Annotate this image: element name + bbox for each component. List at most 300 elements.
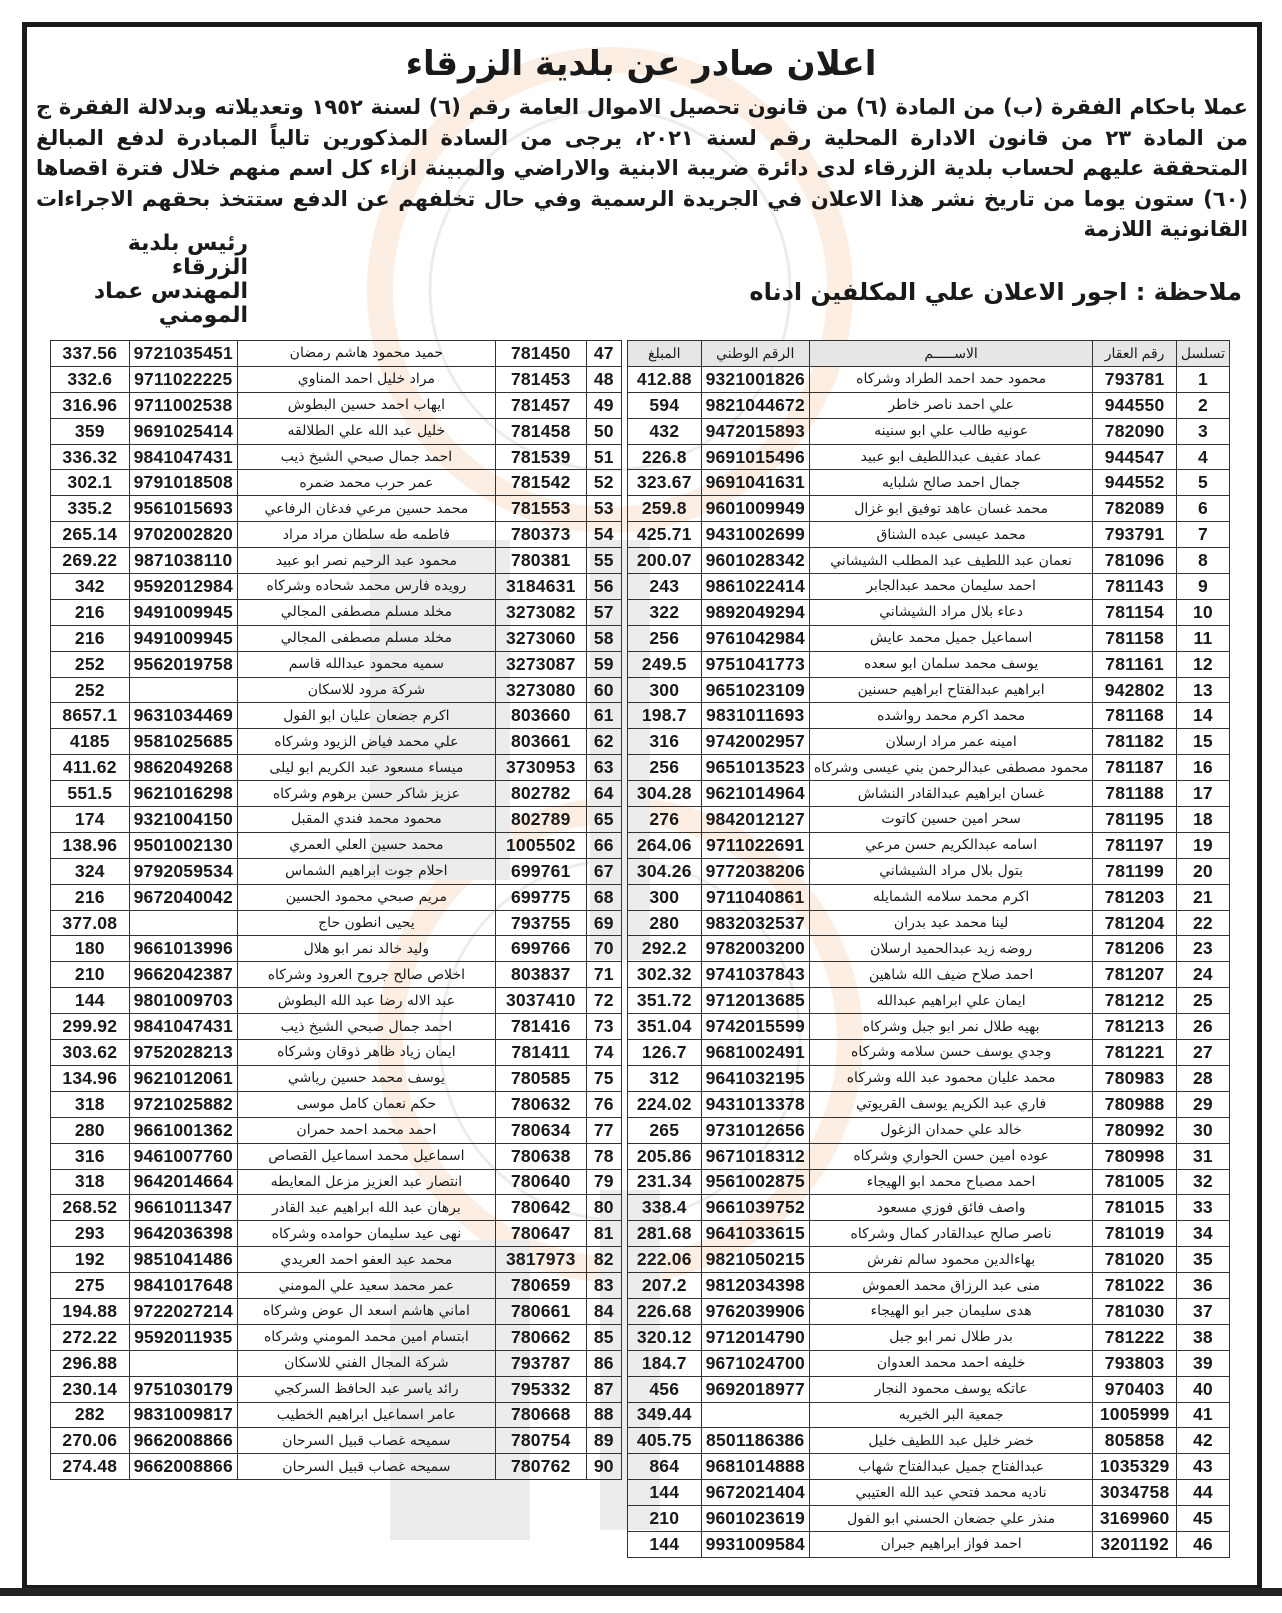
table-row <box>51 1065 622 1091</box>
cell-national-id: 9721025882 <box>129 1091 237 1117</box>
table-row <box>51 574 622 600</box>
cell-amount: 377.08 <box>51 910 130 936</box>
table-row <box>51 1324 622 1350</box>
cell-name: امينه عمر مراد ارسلان <box>809 729 1092 755</box>
cell-name: سحر امين حسين كاتوت <box>809 807 1092 833</box>
cell-national-id: 9592012984 <box>129 574 237 600</box>
table-row <box>51 729 622 755</box>
cell-serial: 63 <box>586 755 621 781</box>
cell-property-no: 3817973 <box>495 1247 586 1273</box>
cell-amount: 280 <box>628 910 702 936</box>
cell-amount: 292.2 <box>628 936 702 962</box>
cell-national-id: 9751041773 <box>701 651 809 677</box>
cell-amount: 200.07 <box>628 548 702 574</box>
cell-national-id: 9321001826 <box>701 366 809 392</box>
cell-serial: 12 <box>1176 651 1229 677</box>
fees-note: ملاحظة : اجور الاعلان علي المكلفين ادناه <box>749 278 1242 306</box>
table-row <box>51 1402 622 1428</box>
announcement-body: عملا باحكام الفقرة (ب) من المادة (٦) من قانون تحصيل الاموال العامة رقم (٦) لسنة ١٩٥٢ وتعديلاته وبدلالة الفقرة ج من المادة ٢٣ من قانون الادارة المحلية رقم لسنة ٢٠٢١، يرجى من السادة المذكورين تالياً المبادرة لدفع المبالغ المتحققة عليهم لحساب بلدية الزرقاء لدى دائرة ضريبة الابنية والاراضي والمبينة ازاء كل اسم منهم خلال فترة اقصاها (٦٠) ستون يوما من تاريخ نشر هذا الاعلان في الجريدة الرسمية وفي حال تخلفهم عن الدفع ستتخذ بحقهم الاجراءات القانونية اللازمة <box>36 95 1249 241</box>
cell-national-id: 8501186386 <box>701 1428 809 1454</box>
cell-property-no: 781542 <box>495 470 586 496</box>
cell-property-no: 3273060 <box>495 625 586 651</box>
cell-national-id: 9621016298 <box>129 781 237 807</box>
cell-name: عوده امين حسن الحواري وشركاه <box>809 1143 1092 1169</box>
cell-national-id: 9651023109 <box>701 677 809 703</box>
table-row <box>51 418 622 444</box>
cell-property-no: 781203 <box>1093 884 1177 910</box>
cell-name: جمعية البر الخيريه <box>809 1402 1092 1428</box>
cell-property-no: 780659 <box>495 1273 586 1299</box>
cell-national-id: 9472015893 <box>701 418 809 444</box>
cell-property-no: 699775 <box>495 884 586 910</box>
cell-property-no: 781199 <box>1093 858 1177 884</box>
cell-property-no: 3273087 <box>495 651 586 677</box>
cell-name: يوسف محمد حسين رياشي <box>237 1065 495 1091</box>
cell-name: واصف فائق فوزي مسعود <box>809 1195 1092 1221</box>
cell-serial: 6 <box>1176 496 1229 522</box>
table-row <box>51 496 622 522</box>
cell-serial: 82 <box>586 1247 621 1273</box>
cell-serial: 43 <box>1176 1454 1229 1480</box>
table-row <box>628 392 1230 418</box>
cell-amount: 411.62 <box>51 755 130 781</box>
cell-name: محمود حمد احمد الطراد وشركاه <box>809 366 1092 392</box>
cell-name: انتصار عبد العزيز مزعل المعايطه <box>237 1169 495 1195</box>
cell-national-id: 9871038110 <box>129 548 237 574</box>
cell-national-id: 9662008866 <box>129 1454 237 1480</box>
cell-amount: 335.2 <box>51 496 130 522</box>
table-row <box>51 522 622 548</box>
cell-name: عاتكه يوسف محمود النجار <box>809 1376 1092 1402</box>
cell-national-id: 9321004150 <box>129 807 237 833</box>
cell-national-id: 9861022414 <box>701 574 809 600</box>
cell-amount: 304.26 <box>628 858 702 884</box>
cell-name: محمد غسان عاهد توفيق ابو غزال <box>809 496 1092 522</box>
cell-national-id: 9691025414 <box>129 418 237 444</box>
table-row <box>628 832 1230 858</box>
cell-name: احمد مصباح محمد ابو الهيجاء <box>809 1169 1092 1195</box>
cell-amount: 256 <box>628 755 702 781</box>
cell-national-id: 9681002491 <box>701 1040 809 1066</box>
cell-property-no: 793791 <box>1093 522 1177 548</box>
cell-amount: 338.4 <box>628 1195 702 1221</box>
cell-national-id: 9832032537 <box>701 910 809 936</box>
table-row <box>628 1402 1230 1428</box>
cell-serial: 26 <box>1176 1014 1229 1040</box>
cell-national-id <box>129 677 237 703</box>
cell-name: نعمان عبد اللطيف عبد المطلب الشيشاني <box>809 548 1092 574</box>
cell-amount: 318 <box>51 1091 130 1117</box>
table-row <box>51 988 622 1014</box>
cell-amount: 192 <box>51 1247 130 1273</box>
cell-national-id: 9592011935 <box>129 1324 237 1350</box>
cell-amount: 230.14 <box>51 1376 130 1402</box>
cell-name: منذر علي جضعان الحسني ابو الفول <box>809 1506 1092 1532</box>
cell-property-no: 781453 <box>495 366 586 392</box>
cell-property-no: 3730953 <box>495 755 586 781</box>
table-row <box>51 1376 622 1402</box>
cell-national-id: 9661001362 <box>129 1117 237 1143</box>
table-row <box>51 884 622 910</box>
cell-property-no: 793803 <box>1093 1350 1177 1376</box>
cell-amount: 300 <box>628 677 702 703</box>
cell-name: محمد اكرم محمد رواشده <box>809 703 1092 729</box>
cell-name: اكرم محمد سلامه الشمايله <box>809 884 1092 910</box>
cell-amount: 180 <box>51 936 130 962</box>
cell-amount: 144 <box>51 988 130 1014</box>
cell-national-id: 9751030179 <box>129 1376 237 1402</box>
cell-amount: 174 <box>51 807 130 833</box>
cell-national-id: 9712013685 <box>701 988 809 1014</box>
table-row <box>628 703 1230 729</box>
cell-amount: 274.48 <box>51 1454 130 1480</box>
table-row <box>51 1117 622 1143</box>
cell-serial: 59 <box>586 651 621 677</box>
cell-property-no: 781030 <box>1093 1298 1177 1324</box>
cell-serial: 14 <box>1176 703 1229 729</box>
cell-amount: 252 <box>51 651 130 677</box>
table-row <box>628 1040 1230 1066</box>
cell-serial: 54 <box>586 522 621 548</box>
cell-amount: 144 <box>628 1531 702 1557</box>
table-row <box>51 1454 622 1480</box>
cell-name: خضر خليل عبد اللطيف خليل <box>809 1428 1092 1454</box>
table-row <box>51 1014 622 1040</box>
cell-amount: 205.86 <box>628 1143 702 1169</box>
cell-national-id: 9712014790 <box>701 1324 809 1350</box>
table-row <box>51 341 622 367</box>
cell-amount: 349.44 <box>628 1402 702 1428</box>
cell-property-no: 781457 <box>495 392 586 418</box>
table-row <box>628 1091 1230 1117</box>
cell-national-id: 9752028213 <box>129 1040 237 1066</box>
cell-name: محمود عبد الرحيم نصر ابو عبيد <box>237 548 495 574</box>
cell-name: خليفه احمد محمد العدوان <box>809 1350 1092 1376</box>
cell-serial: 27 <box>1176 1040 1229 1066</box>
table-row <box>51 444 622 470</box>
cell-national-id: 9841047431 <box>129 444 237 470</box>
cell-property-no: 793755 <box>495 910 586 936</box>
cell-name: ناصر صالح عبدالقادر كمال وشركاه <box>809 1221 1092 1247</box>
cell-national-id: 9731012656 <box>701 1117 809 1143</box>
table-row <box>628 1195 1230 1221</box>
cell-name: فاطمه طه سلطان مراد مراد <box>237 522 495 548</box>
cell-name: مراد خليل احمد المناوي <box>237 366 495 392</box>
cell-serial: 17 <box>1176 781 1229 807</box>
cell-serial: 46 <box>1176 1531 1229 1557</box>
cell-serial: 62 <box>586 729 621 755</box>
cell-name: دعاء بلال مراد الشيشاني <box>809 599 1092 625</box>
cell-serial: 35 <box>1176 1247 1229 1273</box>
table-row <box>628 1506 1230 1532</box>
cell-property-no: 780762 <box>495 1454 586 1480</box>
cell-amount: 316 <box>51 1143 130 1169</box>
cell-property-no: 802782 <box>495 781 586 807</box>
cell-serial: 79 <box>586 1169 621 1195</box>
cell-national-id: 9601009949 <box>701 496 809 522</box>
cell-property-no: 944550 <box>1093 392 1177 418</box>
cell-name: حميد محمود هاشم رمضان <box>237 341 495 367</box>
table-row <box>628 1014 1230 1040</box>
table-row <box>51 625 622 651</box>
cell-property-no: 781458 <box>495 418 586 444</box>
cell-amount: 359 <box>51 418 130 444</box>
cell-property-no: 3273080 <box>495 677 586 703</box>
cell-national-id: 9692018977 <box>701 1376 809 1402</box>
cell-serial: 65 <box>586 807 621 833</box>
cell-national-id: 9702002820 <box>129 522 237 548</box>
cell-name: ناديه محمد فتحي عبد الله العتيبي <box>809 1480 1092 1506</box>
cell-national-id: 9821050215 <box>701 1247 809 1273</box>
cell-property-no: 780640 <box>495 1169 586 1195</box>
cell-name: عماد عفيف عبداللطيف ابو عبيد <box>809 444 1092 470</box>
cell-property-no: 781182 <box>1093 729 1177 755</box>
cell-property-no: 944552 <box>1093 470 1177 496</box>
table-header-row <box>628 341 1230 367</box>
cell-national-id: 9642036398 <box>129 1221 237 1247</box>
cell-serial: 81 <box>586 1221 621 1247</box>
cell-national-id <box>129 910 237 936</box>
cell-property-no: 780642 <box>495 1195 586 1221</box>
cell-amount: 302.32 <box>628 962 702 988</box>
cell-amount: 207.2 <box>628 1273 702 1299</box>
cell-serial: 74 <box>586 1040 621 1066</box>
table-row <box>628 1454 1230 1480</box>
signature-title: رئيس بلدية الزرقاء <box>127 231 248 280</box>
cell-property-no: 781539 <box>495 444 586 470</box>
cell-property-no: 781022 <box>1093 1273 1177 1299</box>
cell-property-no: 780585 <box>495 1065 586 1091</box>
cell-national-id: 9491009945 <box>129 599 237 625</box>
cell-serial: 51 <box>586 444 621 470</box>
cell-serial: 20 <box>1176 858 1229 884</box>
cell-name: شركة مرود للاسكان <box>237 677 495 703</box>
cell-amount: 594 <box>628 392 702 418</box>
cell-name: محمود مصطفى عبدالرحمن بني عيسى وشركاه <box>809 755 1092 781</box>
cell-name: خليل عبد الله علي الطلالقه <box>237 418 495 444</box>
cell-name: عونيه طالب علي ابو سنينه <box>809 418 1092 444</box>
table-row <box>628 1247 1230 1273</box>
table-row <box>628 910 1230 936</box>
cell-national-id: 9601028342 <box>701 548 809 574</box>
cell-serial: 29 <box>1176 1091 1229 1117</box>
cell-national-id: 9661039752 <box>701 1195 809 1221</box>
cell-name: ميساء مسعود عبد الكريم ابو ليلى <box>237 755 495 781</box>
cell-serial: 60 <box>586 677 621 703</box>
table-row <box>51 677 622 703</box>
table-row <box>628 574 1230 600</box>
cell-name: روضه زيد عبدالحميد ارسلان <box>809 936 1092 962</box>
cell-name: ابتسام امين محمد المومني وشركاه <box>237 1324 495 1350</box>
cell-name: بتول بلال مراد الشيشاني <box>809 858 1092 884</box>
cell-serial: 8 <box>1176 548 1229 574</box>
cell-national-id <box>701 1402 809 1428</box>
cell-name: مريم صبحي محمود الحسين <box>237 884 495 910</box>
cell-name: محمد عليان محمود عبد الله وشركاه <box>809 1065 1092 1091</box>
cell-amount: 216 <box>51 884 130 910</box>
cell-national-id <box>129 1350 237 1376</box>
cell-amount: 252 <box>51 677 130 703</box>
cell-amount: 432 <box>628 418 702 444</box>
cell-amount: 302.1 <box>51 470 130 496</box>
cell-amount: 303.62 <box>51 1040 130 1066</box>
cell-amount: 318 <box>51 1169 130 1195</box>
cell-amount: 293 <box>51 1221 130 1247</box>
cell-property-no: 970403 <box>1093 1376 1177 1402</box>
cell-serial: 5 <box>1176 470 1229 496</box>
cell-serial: 90 <box>586 1454 621 1480</box>
cell-property-no: 781154 <box>1093 599 1177 625</box>
cell-property-no: 781221 <box>1093 1040 1177 1066</box>
bottom-border <box>0 1588 1282 1596</box>
cell-serial: 69 <box>586 910 621 936</box>
cell-serial: 16 <box>1176 755 1229 781</box>
cell-property-no: 781197 <box>1093 832 1177 858</box>
cell-serial: 38 <box>1176 1324 1229 1350</box>
table-row <box>51 1298 622 1324</box>
cell-national-id: 9621014964 <box>701 781 809 807</box>
cell-serial: 76 <box>586 1091 621 1117</box>
cell-name: شركة المجال الفني للاسكان <box>237 1350 495 1376</box>
cell-property-no: 780992 <box>1093 1117 1177 1143</box>
cell-national-id: 9621012061 <box>129 1065 237 1091</box>
cell-national-id: 9761042984 <box>701 625 809 651</box>
cell-serial: 55 <box>586 548 621 574</box>
table-row <box>51 1350 622 1376</box>
cell-national-id: 9641032195 <box>701 1065 809 1091</box>
table-row <box>51 910 622 936</box>
cell-property-no: 942802 <box>1093 677 1177 703</box>
table-row <box>628 1143 1230 1169</box>
cell-amount: 320.12 <box>628 1324 702 1350</box>
cell-national-id: 9842012127 <box>701 807 809 833</box>
cell-property-no: 782090 <box>1093 418 1177 444</box>
cell-name: برهان عبد الله ابراهيم عبد القادر <box>237 1195 495 1221</box>
cell-name: خالد علي حمدان الزغول <box>809 1117 1092 1143</box>
table-row <box>51 392 622 418</box>
cell-serial: 75 <box>586 1065 621 1091</box>
table-row <box>628 496 1230 522</box>
cell-name: محمد عيسى عبده الشناق <box>809 522 1092 548</box>
cell-serial: 64 <box>586 781 621 807</box>
cell-amount: 456 <box>628 1376 702 1402</box>
cell-serial: 52 <box>586 470 621 496</box>
cell-amount: 134.96 <box>51 1065 130 1091</box>
cell-amount: 272.22 <box>51 1324 130 1350</box>
cell-amount: 270.06 <box>51 1428 130 1454</box>
cell-national-id: 9711040861 <box>701 884 809 910</box>
cell-serial: 45 <box>1176 1506 1229 1532</box>
cell-name: ايهاب احمد حسين البطوش <box>237 392 495 418</box>
table-row <box>628 884 1230 910</box>
cell-serial: 83 <box>586 1273 621 1299</box>
cell-property-no: 3169960 <box>1093 1506 1177 1532</box>
cell-national-id: 9742015599 <box>701 1014 809 1040</box>
cell-property-no: 781195 <box>1093 807 1177 833</box>
cell-name: محمد حسين مرعي فدغان الرفاعي <box>237 496 495 522</box>
cell-name: منى عبد الرزاق محمد العموش <box>809 1273 1092 1299</box>
cell-amount: 281.68 <box>628 1221 702 1247</box>
table-row <box>628 1480 1230 1506</box>
cell-amount: 184.7 <box>628 1350 702 1376</box>
cell-property-no: 781206 <box>1093 936 1177 962</box>
cell-property-no: 3034758 <box>1093 1480 1177 1506</box>
cell-amount: 231.34 <box>628 1169 702 1195</box>
cell-property-no: 780754 <box>495 1428 586 1454</box>
table-row <box>628 677 1230 703</box>
table-row <box>628 1273 1230 1299</box>
cell-amount: 864 <box>628 1454 702 1480</box>
cell-national-id: 9722027214 <box>129 1298 237 1324</box>
cell-national-id: 9661011347 <box>129 1195 237 1221</box>
cell-name: احمد جمال صبحي الشيخ ذيب <box>237 444 495 470</box>
cell-amount: 126.7 <box>628 1040 702 1066</box>
cell-serial: 18 <box>1176 807 1229 833</box>
cell-name: محمود محمد فندي المقبل <box>237 807 495 833</box>
cell-name: سميحه غصاب قبيل السرحان <box>237 1454 495 1480</box>
cell-national-id: 9631034469 <box>129 703 237 729</box>
table-row <box>51 832 622 858</box>
table-row <box>628 755 1230 781</box>
cell-name: عزيز شاكر حسن برهوم وشركاه <box>237 781 495 807</box>
cell-property-no: 3184631 <box>495 574 586 600</box>
cell-amount: 265 <box>628 1117 702 1143</box>
table-row <box>51 599 622 625</box>
cell-serial: 57 <box>586 599 621 625</box>
cell-national-id: 9671024700 <box>701 1350 809 1376</box>
cell-serial: 34 <box>1176 1221 1229 1247</box>
table-row <box>51 755 622 781</box>
cell-name: احمد سليمان محمد عبدالجابر <box>809 574 1092 600</box>
debtors-table-right <box>627 340 1230 1558</box>
cell-national-id: 9711022225 <box>129 366 237 392</box>
cell-amount: 276 <box>628 807 702 833</box>
cell-national-id: 9671018312 <box>701 1143 809 1169</box>
cell-serial: 50 <box>586 418 621 444</box>
cell-serial: 84 <box>586 1298 621 1324</box>
cell-name: هدى سليمان جبر ابو الهيجاء <box>809 1298 1092 1324</box>
cell-serial: 71 <box>586 962 621 988</box>
cell-property-no: 699761 <box>495 858 586 884</box>
cell-amount: 282 <box>51 1402 130 1428</box>
cell-name: علي محمد فياض الزيود وشركاه <box>237 729 495 755</box>
cell-amount: 226.68 <box>628 1298 702 1324</box>
table-row <box>51 1273 622 1299</box>
cell-serial: 80 <box>586 1195 621 1221</box>
cell-name: نهى عيد سليمان حوامده وشركاه <box>237 1221 495 1247</box>
cell-name: جمال احمد صالح شلبايه <box>809 470 1092 496</box>
cell-national-id: 9812034398 <box>701 1273 809 1299</box>
cell-national-id: 9841047431 <box>129 1014 237 1040</box>
cell-amount: 226.8 <box>628 444 702 470</box>
cell-property-no: 781188 <box>1093 781 1177 807</box>
cell-serial: 28 <box>1176 1065 1229 1091</box>
cell-amount: 216 <box>51 599 130 625</box>
cell-serial: 1 <box>1176 366 1229 392</box>
cell-amount: 138.96 <box>51 832 130 858</box>
cell-national-id: 9821044672 <box>701 392 809 418</box>
cell-property-no: 780668 <box>495 1402 586 1428</box>
table-row <box>628 1065 1230 1091</box>
cell-serial: 58 <box>586 625 621 651</box>
cell-national-id: 9662042387 <box>129 962 237 988</box>
table-row <box>628 1298 1230 1324</box>
cell-serial: 24 <box>1176 962 1229 988</box>
cell-property-no: 781143 <box>1093 574 1177 600</box>
signature-block <box>48 232 248 328</box>
cell-serial: 10 <box>1176 599 1229 625</box>
cell-serial: 13 <box>1176 677 1229 703</box>
